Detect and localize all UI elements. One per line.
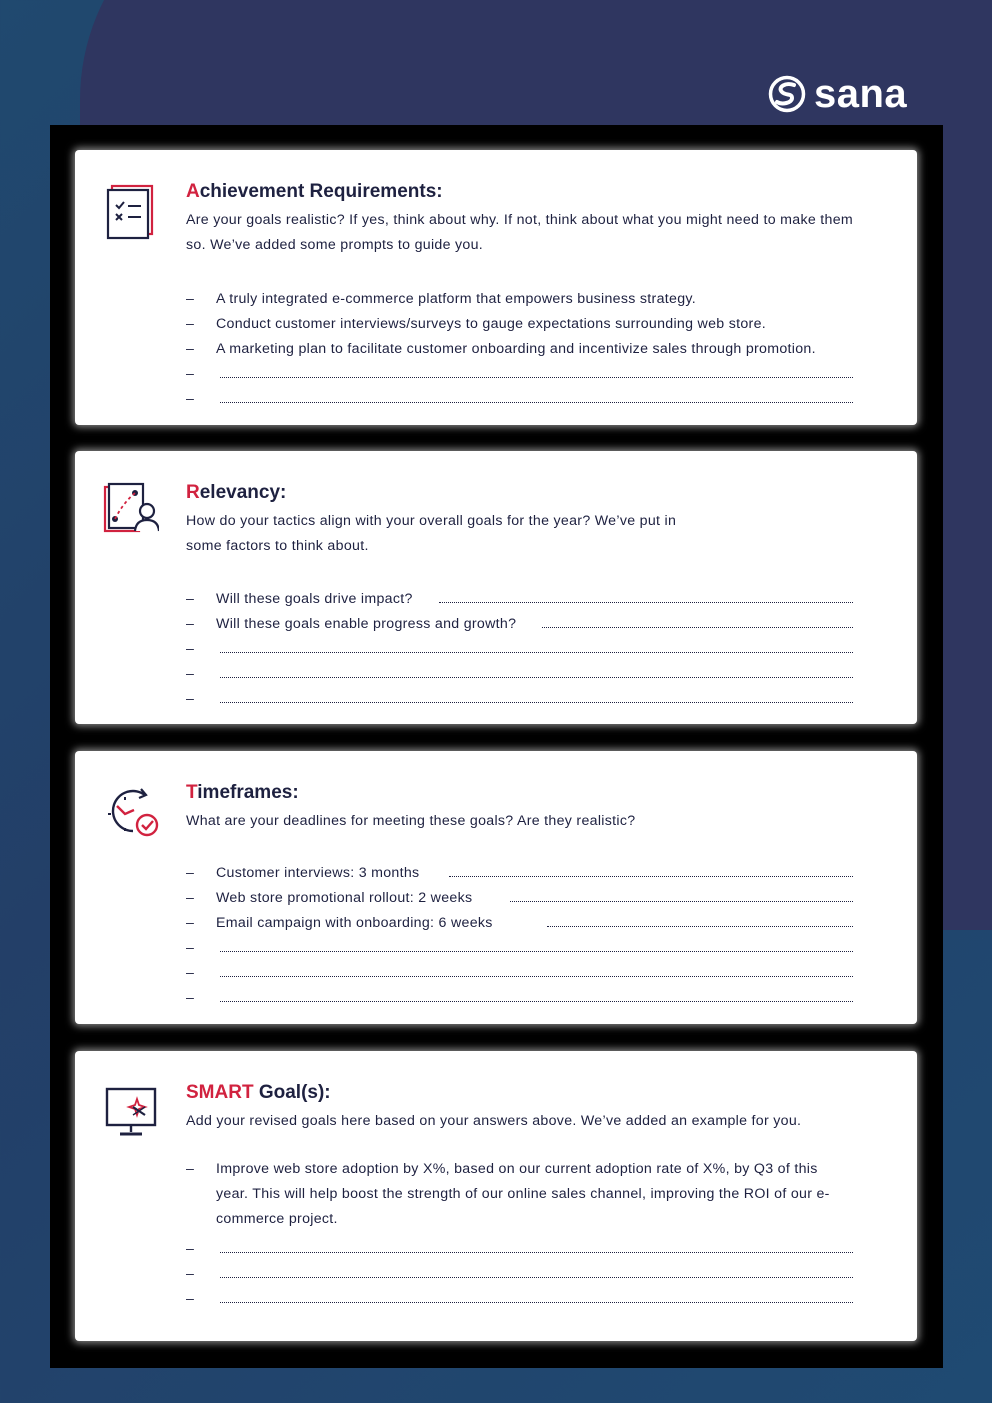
monitor-target-icon (103, 1081, 159, 1141)
section-heading: Timeframes: (186, 782, 299, 803)
list-item: – Conduct customer interviews/surveys to gauge expectations surrounding web store. (186, 316, 766, 332)
relevancy-card (75, 451, 917, 724)
blank-line-item[interactable]: – (186, 956, 853, 981)
blank-line-item[interactable]: – (186, 931, 853, 956)
section-heading: Relevancy: (186, 482, 287, 503)
section-heading: SMART Goal(s): (186, 1082, 331, 1103)
blank-line-item[interactable]: – (186, 1257, 853, 1282)
blank-line-item[interactable]: – (186, 657, 853, 682)
sana-logo-icon (768, 75, 806, 113)
section-heading: Achievement Requirements: (186, 181, 443, 202)
prompt-list (186, 856, 853, 1006)
clock-check-icon (103, 781, 159, 841)
list-item: – A truly integrated e-commerce platform that empowers business strategy. (186, 291, 696, 307)
blank-line-item[interactable]: – (186, 1282, 853, 1307)
brand-name: sana (814, 72, 908, 116)
achievement-card (75, 150, 917, 425)
sana-logo (768, 72, 907, 116)
list-item[interactable]: – Will these goals enable progress and growth? (186, 607, 853, 632)
blank-line-item[interactable]: – (186, 382, 853, 407)
blank-line-item[interactable]: – (186, 357, 853, 382)
list-item: – A marketing plan to facilitate customer onboarding and incentivize sales through promotion. (186, 341, 816, 357)
list-item[interactable]: – Will these goals drive impact? (186, 582, 853, 607)
list-item[interactable]: – Customer interviews: 3 months (186, 856, 853, 881)
prompt-list (186, 1157, 853, 1307)
blank-line-item[interactable]: – (186, 682, 853, 707)
section-description: What are your deadlines for meeting these goals? Are they realistic? (186, 813, 636, 829)
list-item[interactable]: – Email campaign with onboarding: 6 weeks (186, 906, 853, 931)
prompt-list (186, 582, 853, 707)
list-item[interactable]: – Web store promotional rollout: 2 weeks (186, 881, 853, 906)
smart-goals-card (75, 1051, 917, 1341)
list-item: – Improve web store adoption by X%, based on our current adoption rate of X%, by Q3 of this year. This will help boost the strength of our online sales channel, improving the ROI of our e-commerce project. (186, 1161, 830, 1227)
blank-line-item[interactable]: – (186, 632, 853, 657)
section-description: Are your goals realistic? If yes, think about why. If not, think about what you might need to make them so. We’ve added some prompts to guide you. (186, 212, 854, 253)
blank-line-item[interactable]: – (186, 981, 853, 1006)
blank-line-item[interactable]: – (186, 1232, 853, 1257)
section-description: How do your tactics align with your overall goals for the year? We’ve put in some factors to think about. (186, 513, 677, 554)
checklist-icon (103, 180, 159, 240)
strategy-board-person-icon (103, 481, 159, 541)
timeframes-card (75, 751, 917, 1024)
section-description: Add your revised goals here based on your answers above. We’ve added an example for you. (186, 1113, 802, 1129)
prompt-list (186, 282, 853, 407)
